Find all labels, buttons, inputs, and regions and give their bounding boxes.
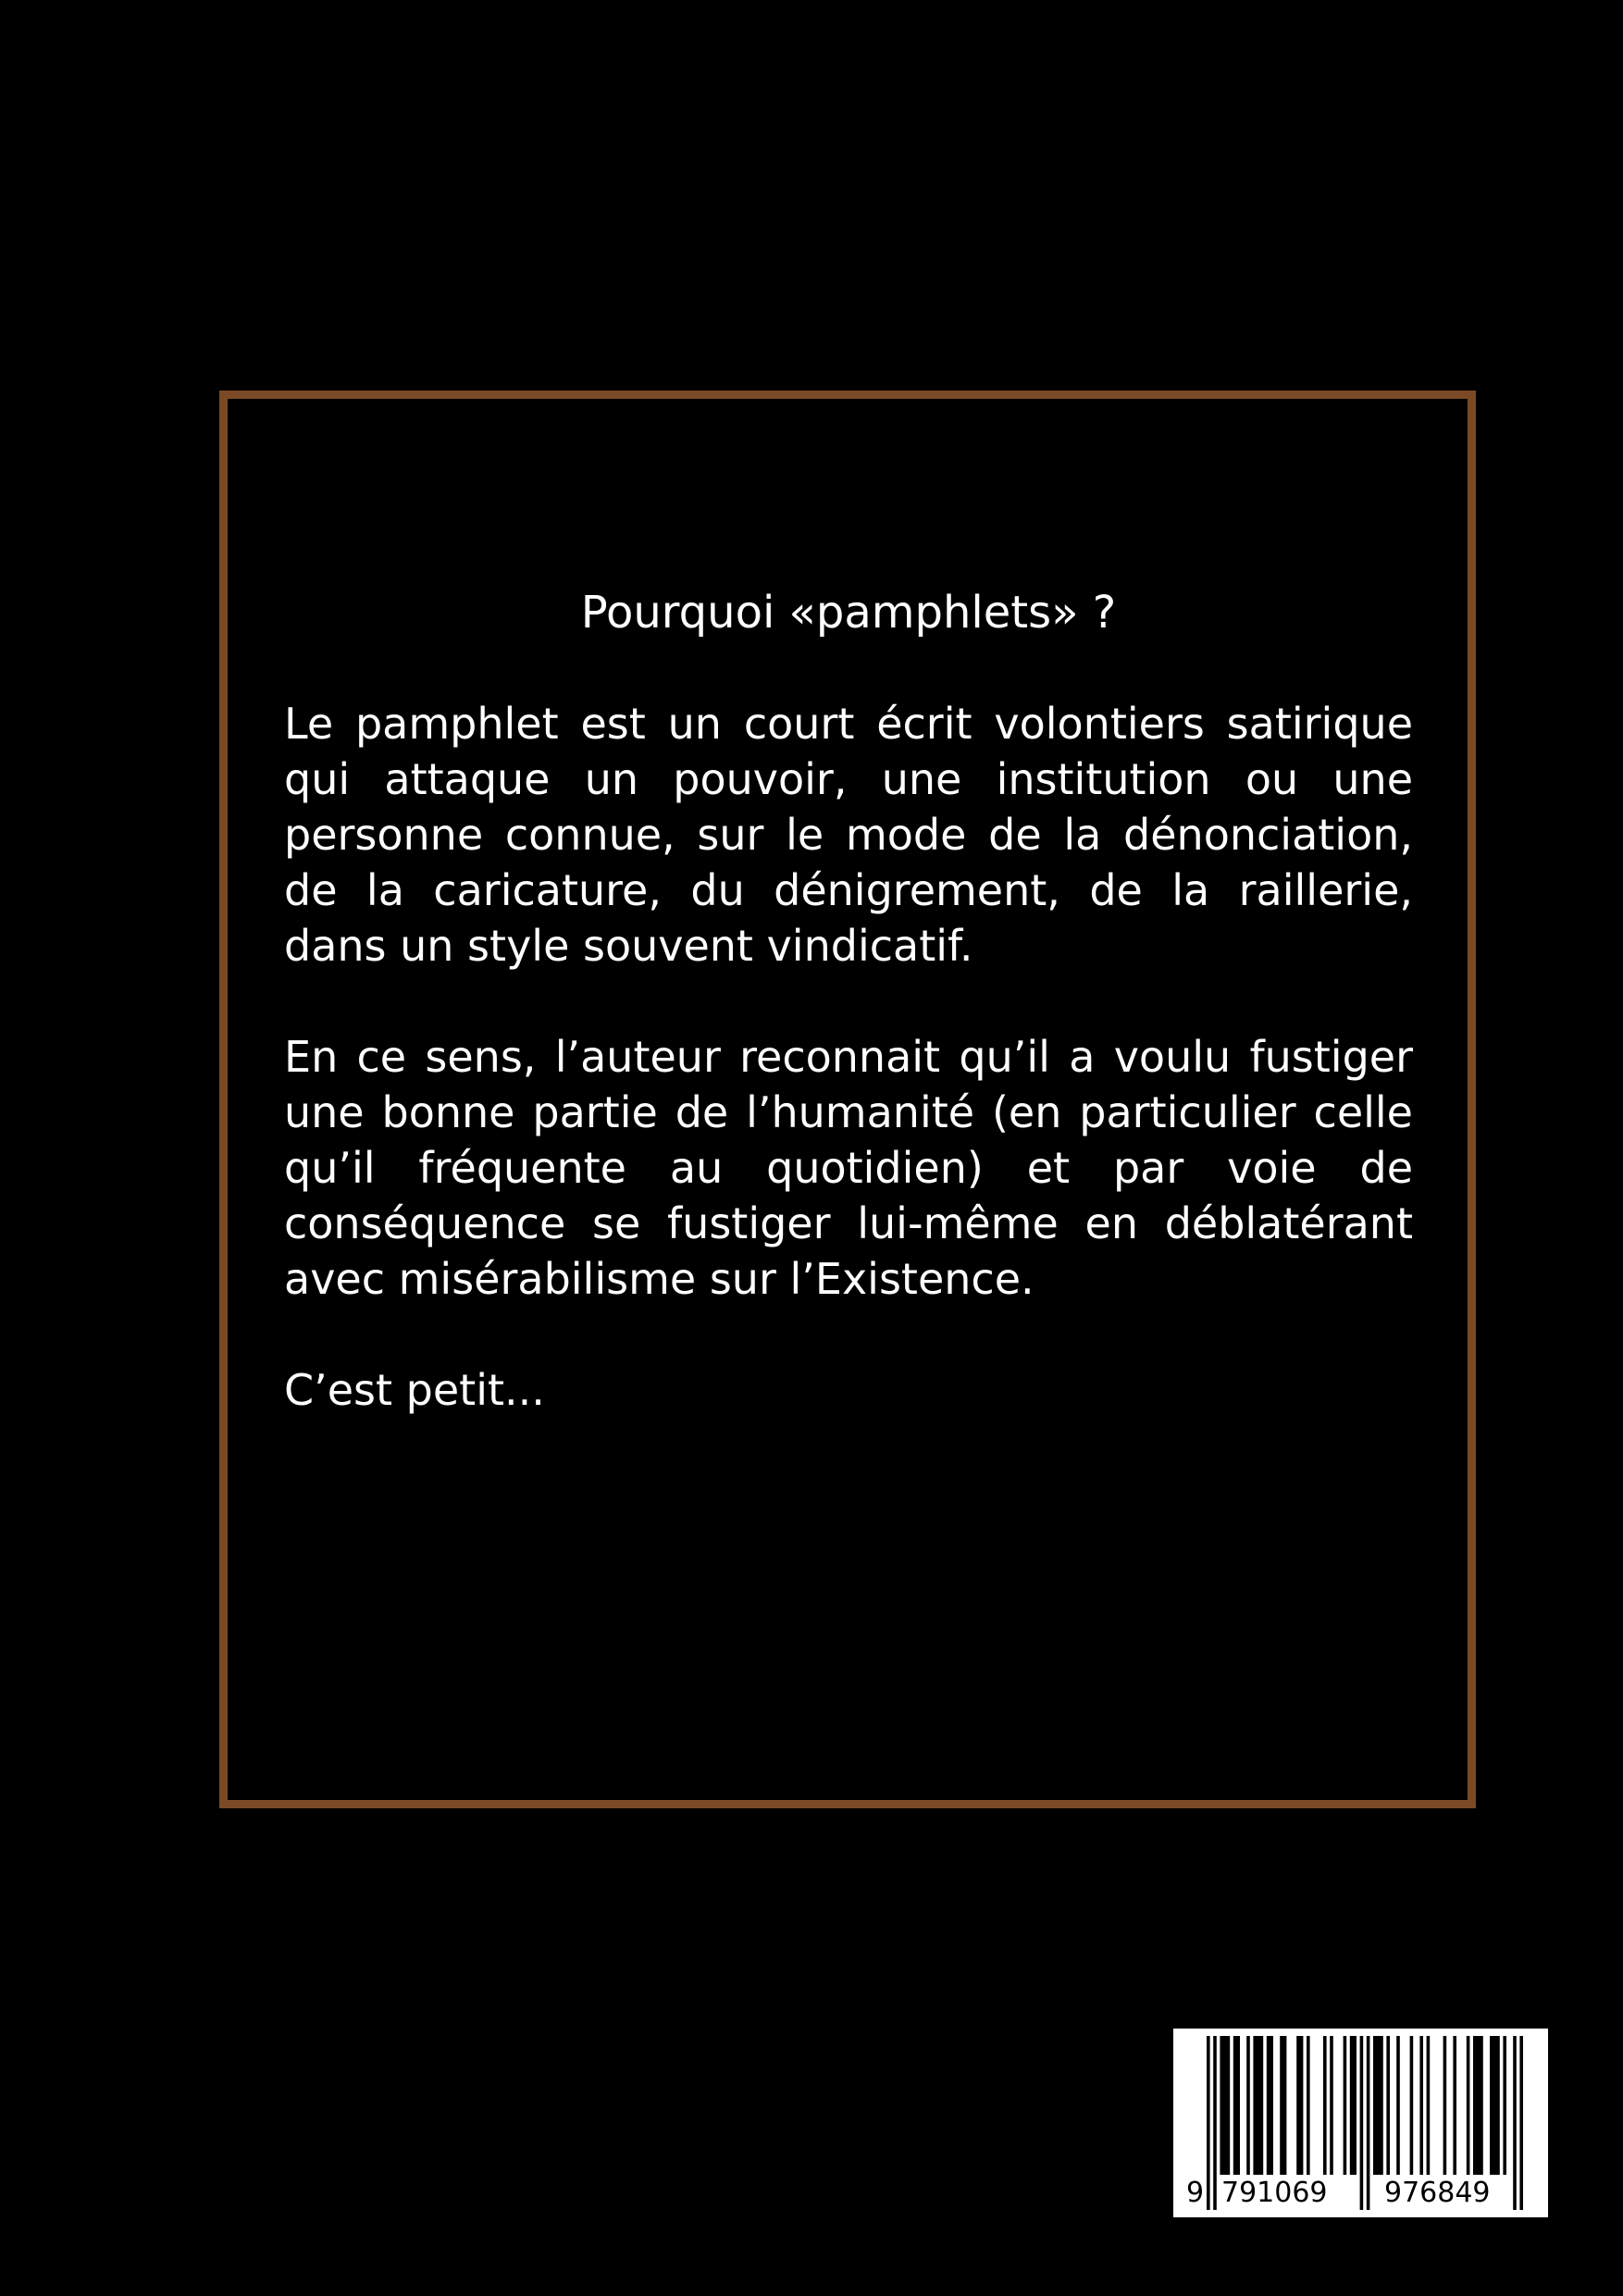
barcode-right-group: 976849 [1384, 2177, 1491, 2209]
barcode-digits [1173, 2175, 1548, 2212]
barcode-bar [1323, 2036, 1327, 2175]
barcode-bar [1296, 2036, 1303, 2175]
paragraph-author-intent: En ce sens, l’auteur reconnait qu’il a voulu fustiger une bonne partie de l’humanité (en particulier celle qu’il fréquente au quotidien) et par voie de conséquence se fustiger lui-même en déblatérant avec misérabilisme sur l’Existence. [284, 1032, 1413, 1304]
barcode-bar [1443, 2036, 1447, 2175]
barcode-bar [1453, 2036, 1456, 2175]
barcode-bar [1220, 2036, 1230, 2175]
barcode-bar [1410, 2036, 1414, 2175]
back-cover-text [284, 585, 1413, 1418]
barcode-bar [1373, 2036, 1383, 2175]
barcode-bar [1246, 2036, 1250, 2175]
barcode-left-group: 791069 [1221, 2177, 1328, 2209]
barcode-bar [1307, 2036, 1310, 2175]
barcode-bar [1267, 2036, 1273, 2175]
barcode-bar [1280, 2036, 1286, 2175]
barcode-bar [1386, 2036, 1390, 2175]
barcode-bar [1396, 2036, 1400, 2175]
barcode-bar [1344, 2036, 1347, 2175]
closing-line: C’est petit... [284, 1365, 545, 1415]
barcode-bar [1350, 2036, 1357, 2175]
barcode-bar [1419, 2036, 1423, 2175]
barcode-bar [1503, 2036, 1506, 2175]
barcode-bar [1233, 2036, 1240, 2175]
heading: Pourquoi «pamphlets» ? [580, 587, 1117, 639]
barcode-bar [1330, 2036, 1333, 2175]
barcode-bar [1473, 2036, 1483, 2175]
barcode-bar [1427, 2036, 1431, 2175]
paragraph-definition: Le pamphlet est un court écrit volontiers satirique qui attaque un pouvoir, une institution ou une personne connue, sur le mode de la dénonciation, de la caricature, du dénigrement, de la raillerie, dans un style souvent vindicatif. [284, 699, 1413, 971]
barcode-prefix-digit: 9 [1186, 2177, 1205, 2209]
barcode-bar [1490, 2036, 1500, 2175]
isbn-barcode [1173, 2029, 1548, 2217]
barcode-bar [1467, 2036, 1470, 2175]
barcode-bar [1253, 2036, 1263, 2175]
